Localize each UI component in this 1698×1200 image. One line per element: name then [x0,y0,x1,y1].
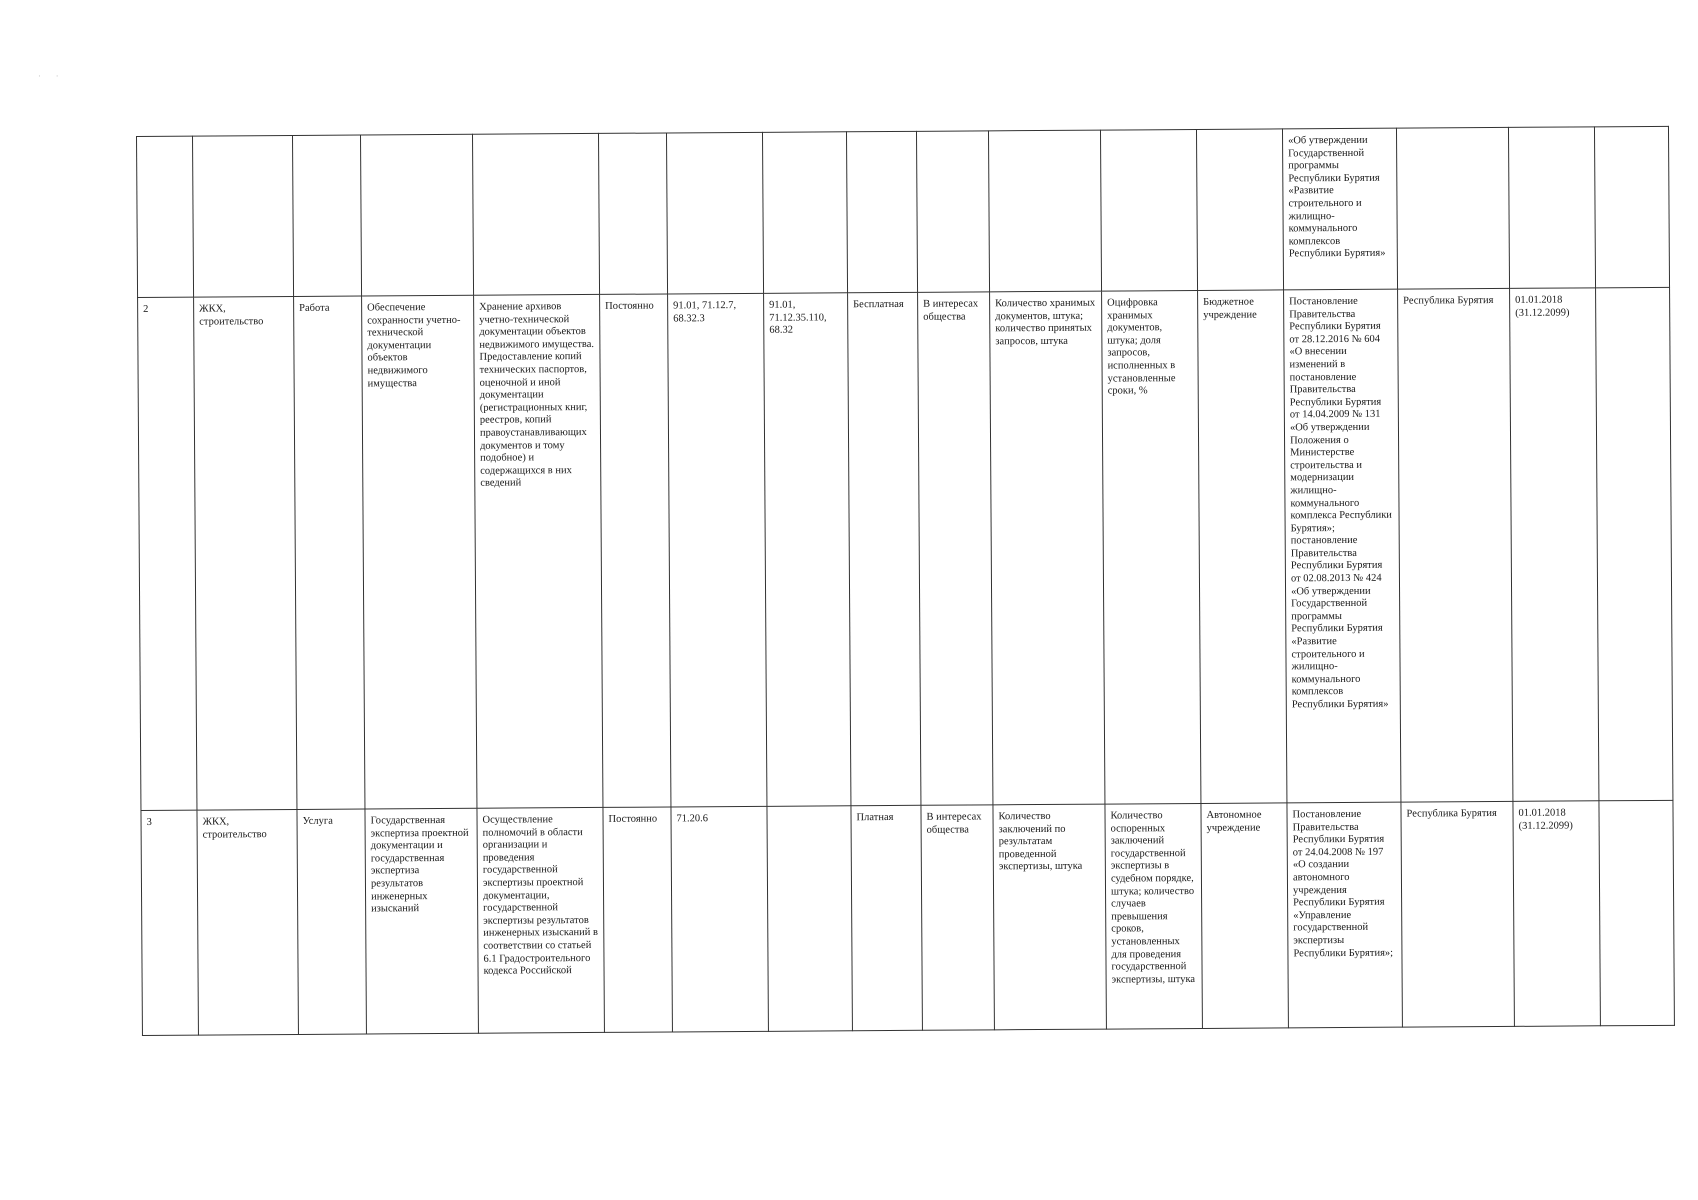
cell-type: Работа [294,296,365,809]
cell-volume-indicator: Количество заключений по результатам проведенной экспертизы, штука [993,804,1106,1030]
cell-content [472,133,599,295]
cell-period: Постоянно [603,807,672,1032]
cell-okpd [767,806,852,1032]
cell-period: Постоянно [600,294,671,807]
cell-sector: ЖКХ, строительство [194,296,297,810]
cell-legal-basis: Постановление Правительства Республики Бурятия от 28.12.2016 № 604 «О внесении изменений в постановление Правительства Республики Бурятия от 14.04.2009 № 131 «Об утверждении Положения о Министерстве строительства и модернизации жилищно-коммунального комплекса Республики Бурятия»; постановление Правительства Республики Бурятия от 02.08.2013 № 424 «Об утверждении Государственной программы Республики Бурятия «Развитие строительного и жилищно-коммунального комплексов Республики Бурятия» [1284,289,1401,803]
services-registry-table [136,126,1675,1036]
cell-okpd [762,132,847,294]
cell-dates: 01.01.2018 (31.12.2099) [1513,801,1600,1027]
table-row [137,126,1670,297]
cell-dates: 01.01.2018 (31.12.2099) [1510,288,1599,802]
cell-service-name: Государственная экспертиза проектной документации и государственная экспертиза результатов инженерных изысканий [365,808,478,1034]
cell-payment: Платная [851,805,922,1030]
cell-volume-indicator: Количество хранимых документов, штука; количество принятых запросов, штука [990,291,1105,805]
cell-region: Республика Бурятия [1401,801,1514,1027]
cell-number: 2 [138,297,197,810]
cell-quality-indicator: Оцифровка хранимых документов, штука; доля запросов, исполненных в установленные сроки, % [1102,290,1201,804]
table-row [141,800,1674,1035]
cell-number: 3 [141,810,198,1035]
cell-okved: 91.01, 71.12.7, 68.32.3 [668,293,767,807]
cell-type [292,135,361,296]
cell-content: Осуществление полномочий в области организации и проведения государственной экспертизы проектной документации, государственной экспертизы результатов инженерных изысканий в соответствии со статьей 6.1 Градостроительного кодекса Российской [477,807,604,1033]
cell-quality-indicator: Количество оспоренных заключений государственной экспертизы в судебном порядке, штука; количество случаев превышения сроков, установленных для проведения государственной экспертизы, штука [1105,803,1202,1029]
cell-institution-type [1196,129,1283,291]
cell-type: Услуга [297,809,366,1034]
cell-service-name: Обеспечение сохранности учетно-технической документации объектов недвижимого имущества [362,295,477,809]
cell-service-name [360,134,473,296]
cell-consumers: В интересах общества [918,292,993,805]
cell-quality-indicator [1100,129,1197,291]
cell-institution-type: Бюджетное учреждение [1198,290,1287,804]
cell-extra [1599,800,1674,1025]
cell-period [598,133,667,294]
cell-number [137,136,194,297]
cell-okved: 71.20.6 [671,806,768,1032]
cell-payment: Бесплатная [848,292,921,805]
cell-consumers: В интересах общества [921,805,994,1030]
cell-region [1396,127,1509,289]
cell-okpd: 91.01, 71.12.35.110, 68.32 [764,293,851,807]
cell-sector [193,135,294,297]
cell-consumers [916,131,989,292]
cell-extra [1594,126,1669,287]
cell-sector: ЖКХ, строительство [197,809,298,1035]
table-row [138,287,1673,810]
cell-okved [666,132,763,294]
cell-institution-type: Автономное учреждение [1201,803,1288,1029]
page-corner-mark: · · [38,72,65,82]
cell-payment [846,131,917,292]
cell-volume-indicator [988,130,1101,292]
cell-dates [1508,127,1595,289]
cell-legal-basis: «Об утверждении Государственной программы Республики Бурятия «Развитие строительного и жилищно-коммунального комплексов Республики Бурятия» [1282,128,1397,290]
cell-content: Хранение архивов учетно-технической документации объектов недвижимого имущества. Предоставление копий технических паспортов, оценочной и иной документации (регистрационных книг, реестров, копий правоустанавливающих документов и тому подобное) и содержащихся в них сведений [474,294,603,808]
cell-extra [1596,287,1673,800]
cell-legal-basis: Постановление Правительства Республики Бурятия от 24.04.2008 № 197 «О создании автономного учреждения Республики Бурятия «Управление государственной экспертизы Республики Бурятия»; [1287,802,1402,1028]
cell-region: Республика Бурятия [1398,288,1513,802]
